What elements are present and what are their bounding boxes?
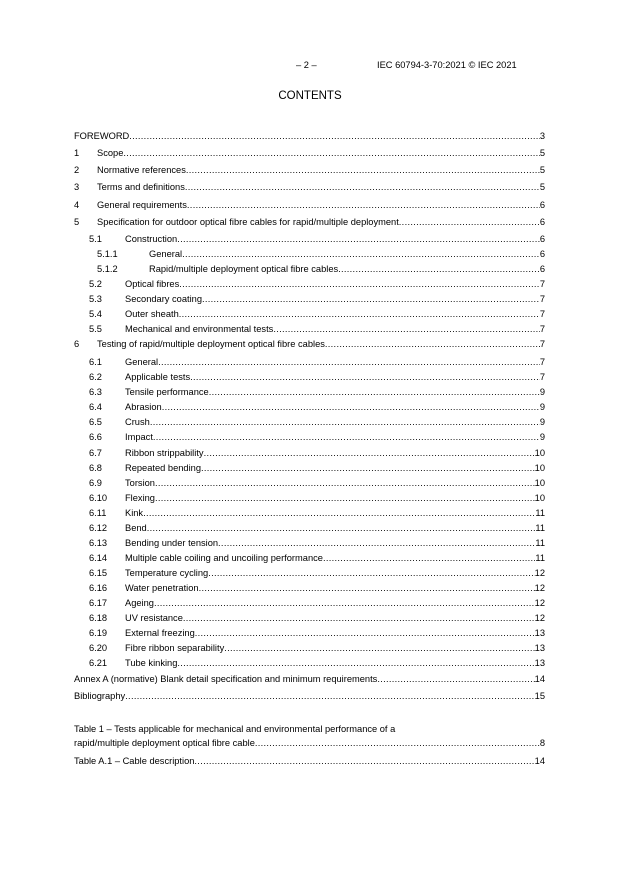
toc-entry-page: 11 [535, 553, 545, 563]
toc-entry-page: 10 [534, 463, 545, 473]
toc-entry-title: Terms and definitions [97, 182, 185, 192]
toc-entry-title: UV resistance [125, 613, 183, 623]
toc-entry[interactable] [74, 596, 545, 609]
document-reference: IEC 60794-3-70:2021 © IEC 2021 [377, 60, 517, 70]
toc-entry-title: Mechanical and environmental tests [125, 324, 274, 334]
toc-entry-number: 6.5 [89, 417, 102, 427]
toc-leader-dots [199, 583, 535, 594]
toc-entry-page: 9 [539, 402, 545, 412]
toc-entry-number: 5.1 [89, 234, 102, 244]
toc-entry-number: 6.20 [89, 643, 108, 653]
toc-entry[interactable] [74, 551, 545, 564]
toc-entry-title: Scope [97, 148, 124, 158]
toc-leader-dots [185, 182, 540, 193]
toc-entry-title: Flexing [125, 493, 155, 503]
toc-entry-page: 10 [534, 448, 545, 458]
toc-entry-number: 5.4 [89, 309, 102, 319]
toc-entry[interactable] [74, 689, 545, 702]
table-list-entry[interactable] [74, 736, 545, 749]
toc-entry-page: 7 [539, 279, 545, 289]
toc-entry-number: 6.9 [89, 478, 102, 488]
toc-entry[interactable] [74, 641, 545, 654]
toc-leader-dots [325, 339, 540, 350]
toc-leader-dots [150, 417, 540, 428]
toc-entry[interactable] [74, 491, 545, 504]
toc-entry-title: General [149, 249, 183, 259]
toc-leader-dots [179, 309, 540, 320]
toc-leader-dots [218, 538, 535, 549]
toc-entry[interactable] [74, 521, 545, 534]
toc-entry-number: 5 [74, 217, 80, 227]
toc-entry-title: Tensile performance [125, 387, 209, 397]
toc-entry-number: 6.18 [89, 613, 108, 623]
toc-entry-page: 6 [539, 249, 545, 259]
toc-leader-dots [202, 294, 540, 305]
toc-entry-title: Outer sheath [125, 309, 179, 319]
toc-entry-title: External freezing [125, 628, 195, 638]
toc-leader-dots [125, 691, 534, 702]
toc-leader-dots [209, 387, 540, 398]
toc-entry-number: 5.2 [89, 279, 102, 289]
toc-entry-page: 6 [539, 200, 545, 210]
toc-entry-title: Multiple cable coiling and uncoiling performance [125, 553, 323, 563]
toc-entry-page: 11 [535, 538, 545, 548]
toc-leader-dots [195, 628, 535, 639]
table-list-entry[interactable] [74, 754, 545, 767]
table-entry-page: 14 [534, 756, 545, 766]
toc-leader-dots [143, 508, 535, 519]
toc-entry-number: 6.15 [89, 568, 108, 578]
toc-entry-number: 6.21 [89, 658, 108, 668]
toc-entry-number: 6.16 [89, 583, 108, 593]
table-entry-page: 8 [539, 738, 545, 748]
toc-entry-page: 7 [539, 339, 545, 349]
toc-entry[interactable] [74, 292, 545, 305]
toc-leader-dots [224, 643, 534, 654]
toc-entry-title: Testing of rapid/multiple deployment optical fibre cables [97, 339, 325, 349]
toc-entry[interactable] [74, 262, 545, 275]
toc-entry[interactable] [74, 370, 545, 383]
toc-leader-dots [338, 264, 540, 275]
toc-entry-number: 5.5 [89, 324, 102, 334]
toc-entry[interactable] [74, 385, 545, 398]
toc-leader-dots [323, 553, 535, 564]
toc-entry-title: Bend [125, 523, 147, 533]
toc-entry-page: 9 [539, 432, 545, 442]
page-number: – 2 – [296, 60, 317, 70]
toc-entry-title: FOREWORD [74, 131, 130, 141]
toc-entry[interactable] [74, 656, 545, 669]
toc-entry-page: 14 [534, 674, 545, 684]
toc-entry-number: 1 [74, 148, 80, 158]
toc-entry-number: 6.2 [89, 372, 102, 382]
toc-entry-title: Rapid/multiple deployment optical fibre cables [149, 264, 339, 274]
toc-entry-number: 5.1.2 [97, 264, 118, 274]
toc-entry[interactable] [74, 198, 545, 211]
toc-leader-dots [201, 463, 535, 474]
toc-entry-title: Ageing [125, 598, 154, 608]
toc-leader-dots [129, 131, 540, 142]
toc-entry-title: Impact [125, 432, 153, 442]
toc-entry[interactable] [74, 277, 545, 290]
toc-entry[interactable] [74, 476, 545, 489]
toc-entry-page: 5 [539, 182, 545, 192]
toc-leader-dots [155, 493, 535, 504]
toc-leader-dots [190, 372, 540, 383]
toc-entry-number: 6.13 [89, 538, 108, 548]
toc-entry-page: 12 [534, 613, 545, 623]
toc-entry[interactable] [74, 355, 545, 368]
toc-entry-title: Fibre ribbon separability [125, 643, 225, 653]
toc-entry-number: 6.1 [89, 357, 102, 367]
toc-entry-title: General [125, 357, 159, 367]
toc-entry[interactable] [74, 415, 545, 428]
toc-leader-dots [255, 738, 540, 749]
toc-entry-page: 9 [539, 417, 545, 427]
toc-entry-title: Normative references [97, 165, 186, 175]
toc-entry-page: 7 [539, 294, 545, 304]
toc-leader-dots [155, 478, 535, 489]
toc-leader-dots [177, 658, 534, 669]
toc-entry-page: 7 [539, 372, 545, 382]
toc-leader-dots [208, 568, 534, 579]
toc-entry[interactable] [74, 247, 545, 260]
toc-entry-number: 6.19 [89, 628, 108, 638]
table-entry-title: Table A.1 – Cable description [74, 756, 195, 766]
toc-entry-page: 7 [539, 324, 545, 334]
toc-leader-dots [186, 165, 540, 176]
toc-entry[interactable] [74, 232, 545, 245]
toc-entry-title: General requirements [97, 200, 187, 210]
toc-entry-number: 6.3 [89, 387, 102, 397]
toc-entry-page: 11 [535, 523, 545, 533]
toc-entry-page: 9 [539, 387, 545, 397]
toc-entry-page: 10 [534, 478, 545, 488]
toc-entry-title: Crush [125, 417, 150, 427]
toc-leader-dots [162, 402, 540, 413]
toc-entry-number: 2 [74, 165, 80, 175]
toc-entry-title: Torsion [125, 478, 155, 488]
toc-entry[interactable] [74, 322, 545, 335]
toc-entry-page: 12 [534, 583, 545, 593]
toc-entry-page: 6 [539, 234, 545, 244]
toc-leader-dots [123, 148, 539, 159]
toc-leader-dots [194, 756, 534, 767]
toc-entry[interactable] [74, 536, 545, 549]
toc-entry-page: 13 [534, 628, 545, 638]
toc-entry-title: Water penetration [125, 583, 199, 593]
toc-entry[interactable] [74, 163, 545, 176]
toc-entry[interactable] [74, 446, 545, 459]
toc-leader-dots [273, 324, 540, 335]
toc-leader-dots [399, 217, 540, 228]
toc-entry-page: 3 [539, 131, 545, 141]
toc-entry[interactable] [74, 307, 545, 320]
toc-entry[interactable] [74, 581, 545, 594]
toc-leader-dots [158, 357, 540, 368]
toc-entry-title: Tube kinking [125, 658, 178, 668]
toc-entry[interactable] [74, 626, 545, 639]
toc-entry[interactable] [74, 337, 545, 350]
toc-entry[interactable] [74, 146, 545, 159]
toc-entry-title: Construction [125, 234, 178, 244]
toc-entry[interactable] [74, 180, 545, 193]
table-entry-title: rapid/multiple deployment optical fibre cable [74, 738, 255, 748]
toc-leader-dots [177, 234, 540, 245]
toc-leader-dots [377, 674, 534, 685]
toc-entry-title: Annex A (normative) Blank detail specification and minimum requirements [74, 674, 378, 684]
toc-entry-page: 6 [539, 217, 545, 227]
toc-entry-page: 7 [539, 309, 545, 319]
toc-entry[interactable] [74, 400, 545, 413]
toc-entry-number: 6.17 [89, 598, 108, 608]
toc-entry-title: Applicable tests [125, 372, 191, 382]
toc-entry-title: Bending under tension [125, 538, 219, 548]
toc-entry-number: 6.8 [89, 463, 102, 473]
toc-entry-title: Optical fibres [125, 279, 180, 289]
toc-entry-page: 5 [539, 148, 545, 158]
toc-entry-title: Ribbon strippability [125, 448, 204, 458]
page-title: CONTENTS [278, 90, 342, 102]
toc-entry-title: Kink [125, 508, 144, 518]
toc-entry-page: 13 [534, 643, 545, 653]
toc-entry-page: 13 [534, 658, 545, 668]
toc-entry[interactable] [74, 611, 545, 624]
toc-entry-title: Repeated bending [125, 463, 201, 473]
toc-leader-dots [154, 598, 535, 609]
toc-entry-page: 12 [534, 598, 545, 608]
toc-entry-number: 6.11 [89, 508, 107, 518]
toc-entry[interactable] [74, 672, 545, 685]
toc-entry[interactable] [74, 430, 545, 443]
table-entry-line1: Table 1 – Tests applicable for mechanical and environmental performance of a [74, 724, 396, 734]
toc-entry-number: 6.12 [89, 523, 108, 533]
toc-entry-title: Abrasion [125, 402, 162, 412]
toc-entry-number: 6.10 [89, 493, 108, 503]
toc-entry-number: 6.6 [89, 432, 102, 442]
toc-leader-dots [187, 200, 540, 211]
toc-entry-page: 11 [535, 508, 545, 518]
toc-entry-number: 5.1.1 [97, 249, 118, 259]
toc-entry-title: Specification for outdoor optical fibre cables for rapid/multiple deployment [97, 217, 399, 227]
toc-entry[interactable] [74, 215, 545, 228]
toc-leader-dots [153, 432, 540, 443]
toc-entry-title: Temperature cycling [125, 568, 209, 578]
toc-leader-dots [204, 448, 535, 459]
toc-entry[interactable] [74, 566, 545, 579]
toc-leader-dots [147, 523, 536, 534]
toc-entry-number: 6.7 [89, 448, 102, 458]
toc-leader-dots [179, 279, 540, 290]
toc-entry-page: 7 [539, 357, 545, 367]
toc-leader-dots [182, 249, 540, 260]
toc-entry-number: 6.4 [89, 402, 102, 412]
toc-entry-number: 4 [74, 200, 80, 210]
toc-entry-page: 6 [539, 264, 545, 274]
toc-entry[interactable] [74, 506, 545, 519]
toc-entry-number: 6 [74, 339, 80, 349]
toc-entry-title: Bibliography [74, 691, 126, 701]
toc-entry-number: 5.3 [89, 294, 102, 304]
toc-leader-dots [183, 613, 535, 624]
toc-entry-page: 12 [534, 568, 545, 578]
toc-entry[interactable] [74, 461, 545, 474]
toc-entry-page: 10 [534, 493, 545, 503]
toc-entry-number: 6.14 [89, 553, 108, 563]
toc-entry[interactable] [74, 129, 545, 142]
toc-entry-title: Secondary coating [125, 294, 203, 304]
toc-entry-page: 15 [534, 691, 545, 701]
toc-entry-number: 3 [74, 182, 80, 192]
toc-entry-page: 5 [539, 165, 545, 175]
